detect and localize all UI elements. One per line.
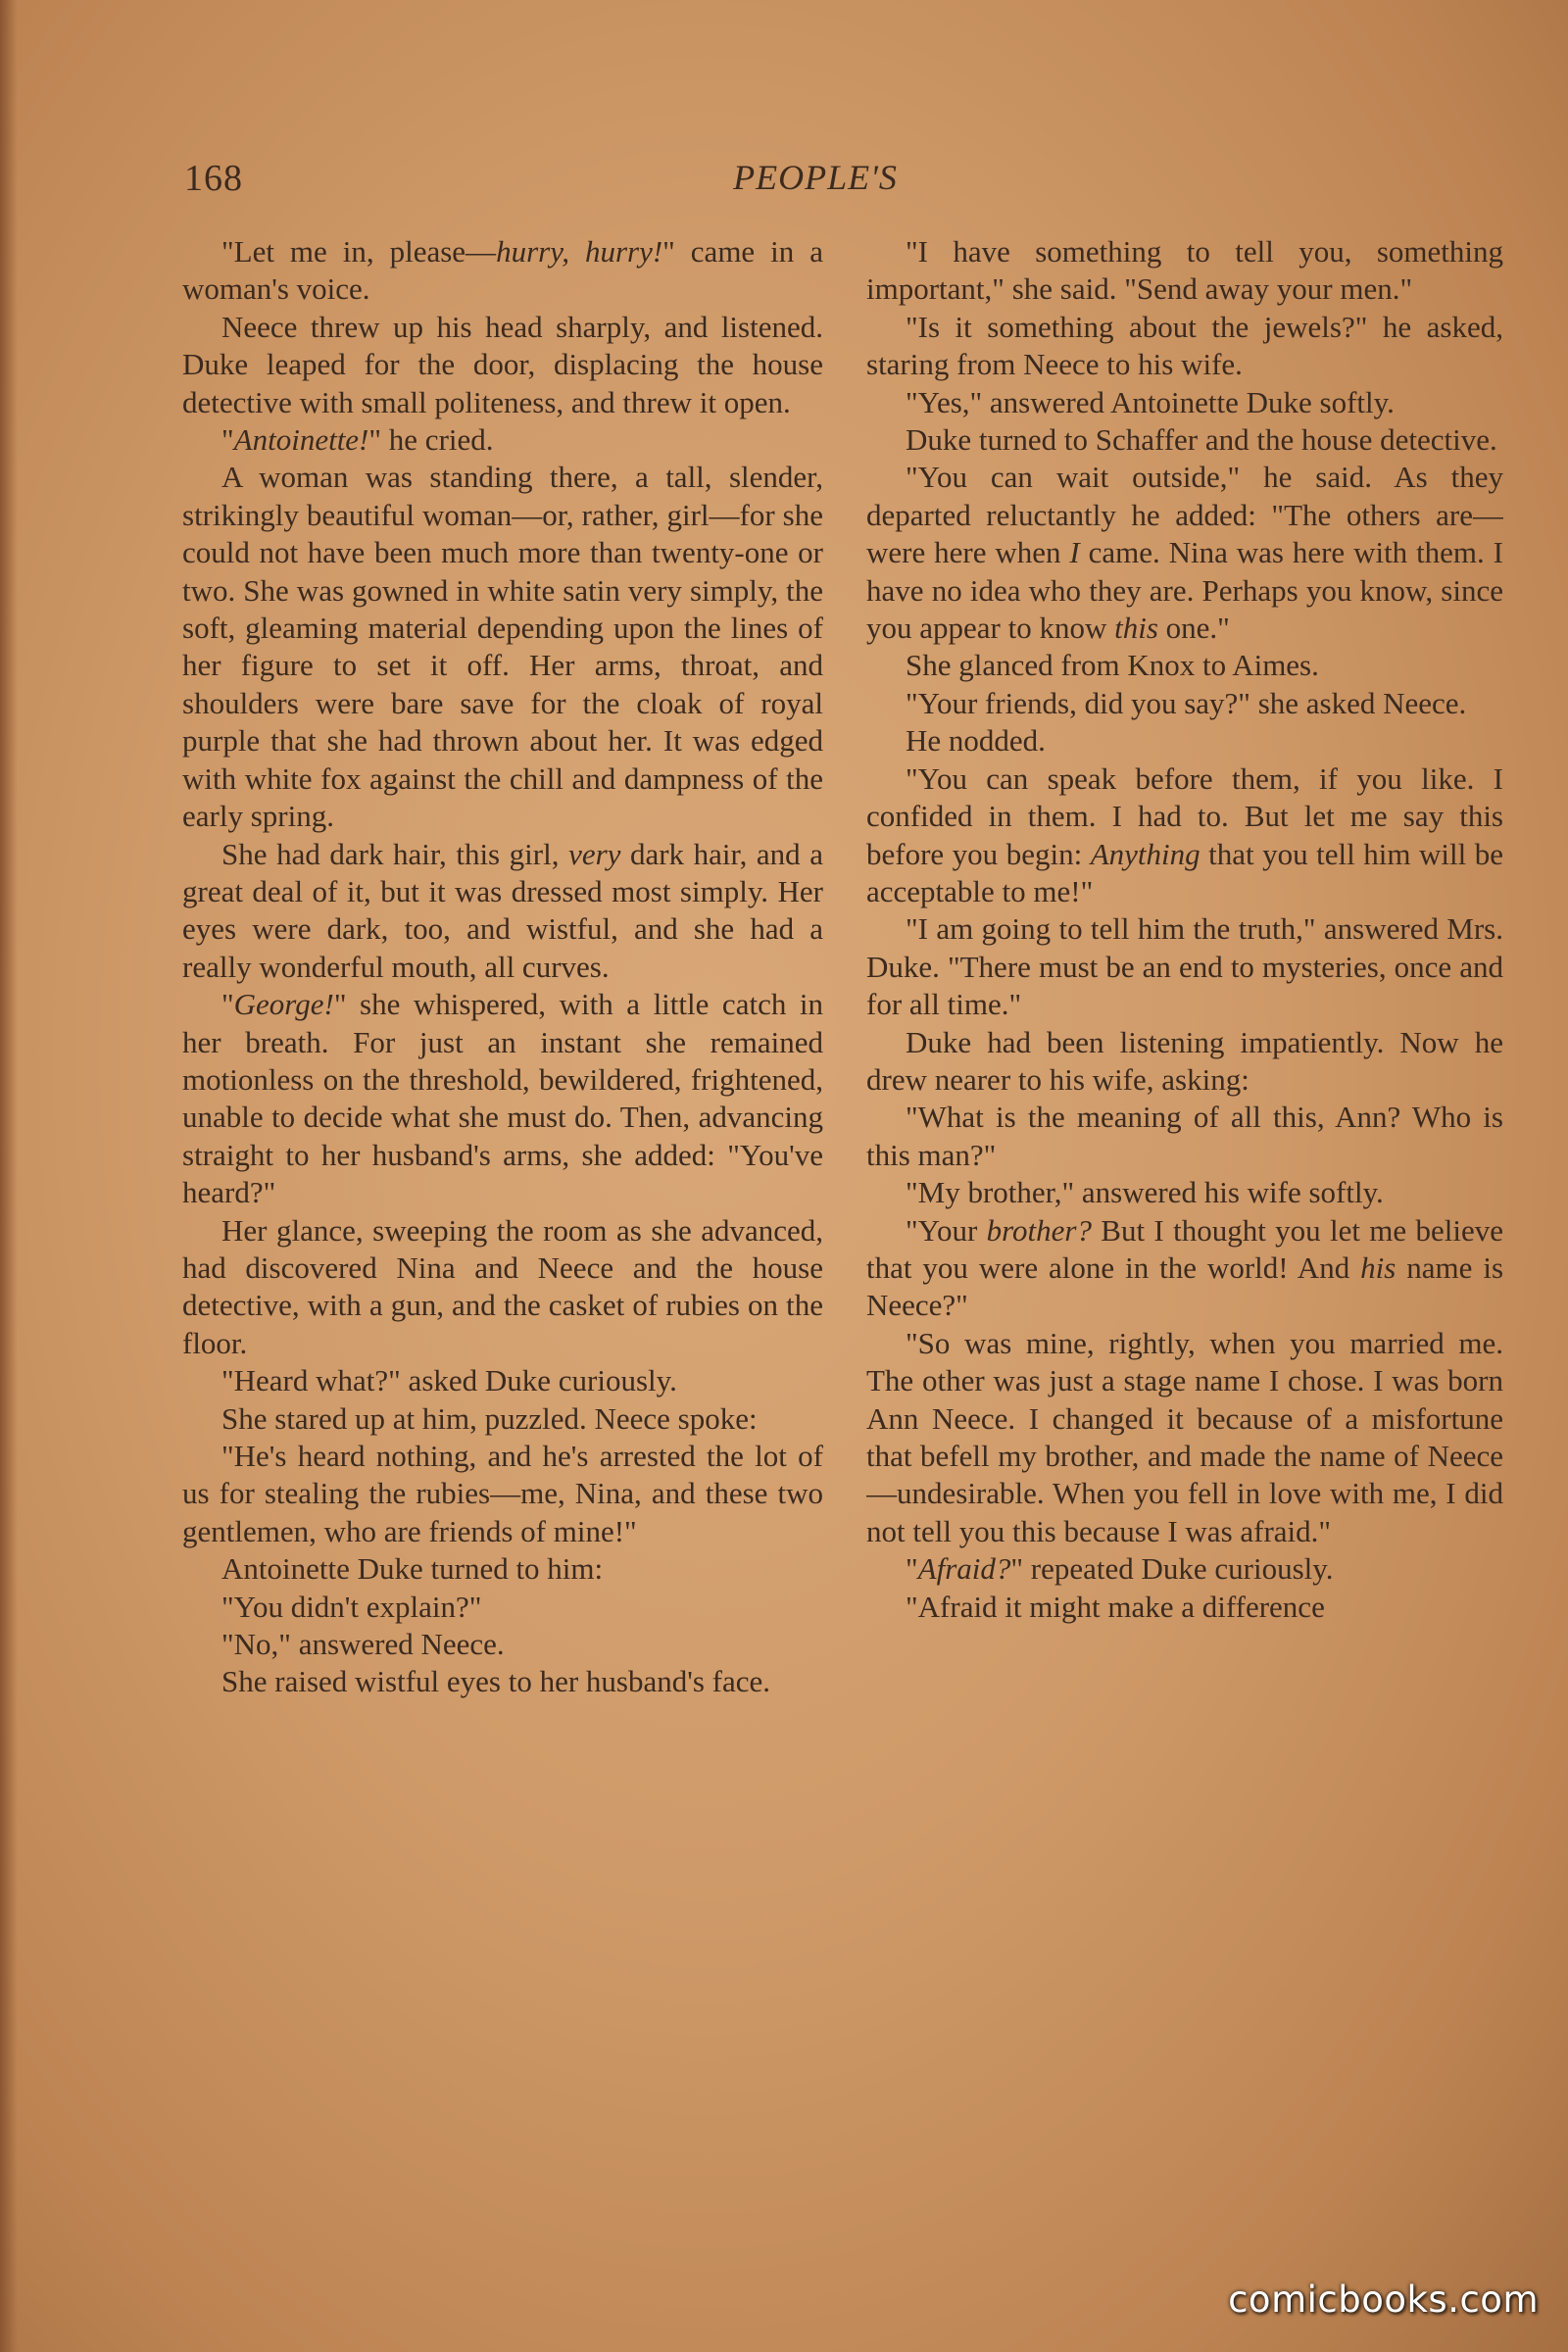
paragraph: She had dark hair, this girl, very dark hair, and a great deal of it, but it was dressed most simply. Her eyes were dark, too, and wistful, and she had a really wonderful mouth, all curves.	[182, 836, 823, 984]
paragraph: "Heard what?" asked Duke curiously.	[221, 1363, 677, 1398]
watermark: comicbooks.com	[1228, 2278, 1539, 2321]
paragraph: "You can wait outside," he said. As they departed reluctantly he added: "The others are—were here when I came. Nina was here with them. I have no idea who they are. Perhaps you know, since you appear to know this one."	[866, 460, 1503, 646]
paragraph: Her glance, sweeping the room as she advanced, had discovered Nina and Neece and the house detective, with a gun, and the casket of rubies on the floor.	[182, 1212, 823, 1360]
paragraph: Antoinette Duke turned to him:	[221, 1551, 604, 1587]
paragraph: Duke turned to Schaffer and the house detective.	[906, 422, 1497, 458]
paragraph: "Afraid?" repeated Duke curiously.	[906, 1551, 1334, 1587]
paragraph: "What is the meaning of all this, Ann? Who is this man?"	[866, 1100, 1503, 1172]
paragraph: "You can speak before them, if you like. I confided in them. I had to. But let me say this before you begin: Anything that you tell him will be acceptable to me!"	[866, 760, 1503, 908]
right-text-column	[866, 233, 1503, 2174]
paragraph: "I have something to tell you, something important," she said. "Send away your men."	[866, 234, 1503, 307]
paragraph: "Is it something about the jewels?" he asked, staring from Neece to his wife.	[866, 309, 1503, 382]
paragraph: "I am going to tell him the truth," answered Mrs. Duke. "There must be an end to mysteries, once and for all time."	[866, 911, 1503, 1022]
paragraph: A woman was standing there, a tall, slender, strikingly beautiful woman—or, rather, girl—for she could not have been much more than twenty-one or two. She was gowned in white satin very simply, the soft, gleaming material depending upon the lines of her figure to set it off. Her arms, throat, and shoulders were bare save for the cloak of royal purple that she had thrown about her. It was edged with white fox against the chill and dampness of the early spring.	[182, 460, 823, 834]
paragraph: "Afraid it might make a difference	[906, 1589, 1325, 1624]
paragraph: "Antoinette!" he cried.	[221, 422, 494, 458]
paragraph: "So was mine, rightly, when you married me. The other was just a stage name I chose. I was born Ann Neece. I changed it because of a misfortune that befell my brother, and made the name of Neece—undesirable. When you fell in love with me, I did not tell you this because I was afraid."	[866, 1325, 1503, 1548]
page-number: 168	[184, 158, 243, 199]
paragraph: "No," answered Neece.	[221, 1627, 505, 1662]
paragraph: Neece threw up his head sharply, and listened. Duke leaped for the door, displacing the house detective with small politeness, and threw it open.	[182, 309, 823, 419]
paragraph: "My brother," answered his wife softly.	[906, 1175, 1384, 1210]
paragraph: "George!" she whispered, with a little catch in her breath. For just an instant she remained motionless on the threshold, bewildered, frightened, unable to decide what she must do. Then, advancing straight to her husband's arms, she added: "You've heard?"	[182, 987, 823, 1210]
running-head-text: PEOPLE'S	[733, 158, 898, 197]
paragraph: "Yes," answered Antoinette Duke softly.	[906, 384, 1395, 419]
paragraph: "Your brother? But I thought you let me believe that you were alone in the world! And his name is Neece?"	[866, 1212, 1503, 1323]
paragraph: "Let me in, please—hurry, hurry!" came in a woman's voice.	[182, 234, 823, 307]
paragraph: "He's heard nothing, and he's arrested the lot of us for stealing the rubies—me, Nina, and these two gentlemen, who are friends of mine!"	[182, 1439, 823, 1548]
paragraph: She glanced from Knox to Aimes.	[906, 648, 1319, 683]
paragraph: He nodded.	[906, 723, 1046, 759]
paragraph: "You didn't explain?"	[221, 1589, 482, 1624]
paragraph: She raised wistful eyes to her husband's face.	[221, 1664, 770, 1699]
paragraph: "Your friends, did you say?" she asked Neece.	[906, 685, 1467, 720]
page-edge-shadow	[0, 0, 18, 2352]
paragraph: Duke had been listening impatiently. Now he drew nearer to his wife, asking:	[866, 1024, 1503, 1097]
paragraph: She stared up at him, puzzled. Neece spoke:	[221, 1400, 758, 1436]
running-head	[0, 158, 1568, 199]
left-text-column	[182, 233, 823, 2174]
